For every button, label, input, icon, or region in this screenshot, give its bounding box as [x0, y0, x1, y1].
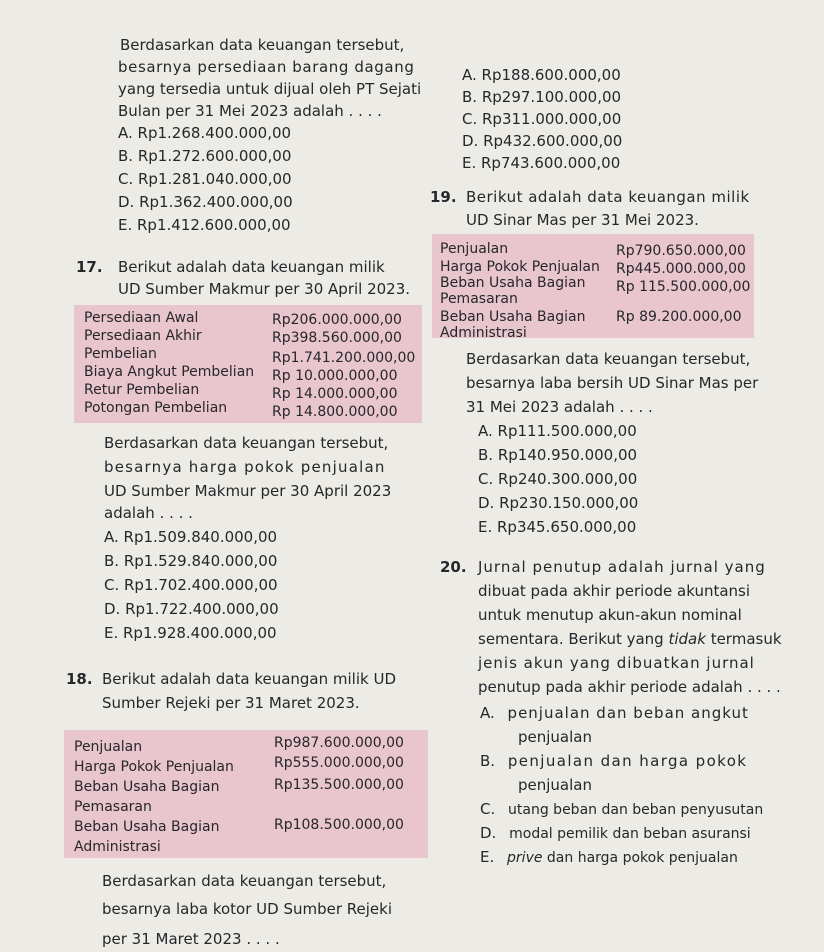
q18-label-4: Beban Usaha Bagian	[74, 819, 220, 835]
q19-value-0: Rp790.650.000,00	[616, 243, 746, 259]
q19-label-2: Beban Usaha Bagian	[440, 275, 586, 291]
q19-data-table	[432, 234, 754, 341]
q19-option-b[interactable]: B. Rp140.950.000,00	[478, 446, 638, 464]
q19-option-d[interactable]: D. Rp230.150.000,00	[478, 494, 639, 512]
q17-label-4: Retur Pembelian	[84, 382, 200, 398]
q18-question-line-3: per 31 Maret 2023 . . . .	[102, 930, 280, 948]
q17-option-e[interactable]: E. Rp1.928.400.000,00	[104, 624, 277, 642]
q18-value-0: Rp987.600.000,00	[274, 735, 404, 751]
q20-line-tidak-pre: sementara. Berikut yang	[478, 630, 669, 648]
q16r-option-d[interactable]: D. Rp432.600.000,00	[462, 132, 623, 150]
q18-number: 18.	[66, 670, 93, 688]
q20-line-5: penutup pada akhir periode adalah . . . .	[478, 678, 781, 696]
q17-value-4: Rp 14.000.000,00	[272, 386, 398, 402]
q19-value-1: Rp445.000.000,00	[616, 261, 746, 277]
q16-option-e[interactable]: E. Rp1.412.600.000,00	[118, 216, 291, 234]
q19-label-4: Beban Usaha Bagian	[440, 309, 586, 325]
q19-value-4: Rp 89.200.000,00	[616, 309, 742, 325]
q20-option-a-letter: A.	[480, 704, 495, 722]
q19-question-line-2: besarnya laba bersih UD Sinar Mas per	[466, 374, 759, 392]
q20-option-e[interactable]	[480, 850, 738, 865]
q18-label-1: Harga Pokok Penjualan	[74, 759, 234, 775]
q19-value-2: Rp 115.500.000,00	[616, 279, 751, 295]
q20-line-tidak	[478, 632, 782, 647]
q16-option-c[interactable]: C. Rp1.281.040.000,00	[118, 170, 292, 188]
q17-title-line-1: Berikut adalah data keuangan milik	[118, 258, 385, 276]
q17-value-3: Rp 10.000.000,00	[272, 368, 398, 384]
q17-question-line-4: adalah . . . .	[104, 504, 193, 522]
q20-line-3: untuk menutup akun-akun nominal	[478, 606, 742, 624]
q20-option-b-cont[interactable]: penjualan	[518, 776, 592, 794]
q18-question-line-2: besarnya laba kotor UD Sumber Rejeki	[102, 900, 393, 918]
q19-label-3: Pemasaran	[440, 291, 518, 307]
q19-question-line-1: Berdasarkan data keuangan tersebut,	[466, 350, 751, 368]
q17-value-5: Rp 14.800.000,00	[272, 404, 398, 420]
q20-option-c-letter: C.	[480, 800, 496, 818]
q20-line-tidak-italic: tidak	[668, 630, 706, 648]
q20-option-a[interactable]	[480, 706, 749, 721]
q20-option-c-line-1: utang beban dan beban penyusutan	[508, 802, 764, 818]
q18-label-3: Pemasaran	[74, 799, 152, 815]
q17-label-0: Persediaan Awal	[84, 310, 199, 326]
q20-line-2: dibuat pada akhir periode akuntansi	[478, 582, 751, 600]
q16-intro-line-3: yang tersedia untuk dijual oleh PT Sejati	[118, 80, 422, 98]
q18-value-2: Rp135.500.000,00	[274, 777, 404, 793]
q18-title-line-2: Sumber Rejeki per 31 Maret 2023.	[102, 694, 360, 712]
q16-intro-line-4: Bulan per 31 Mei 2023 adalah . . . .	[118, 102, 382, 120]
q16r-option-e[interactable]: E. Rp743.600.000,00	[462, 154, 621, 172]
q19-title-line-1: Berikut adalah data keuangan milik	[466, 188, 750, 206]
q18-label-5: Administrasi	[74, 839, 161, 855]
q18-value-4: Rp108.500.000,00	[274, 817, 404, 833]
q18-title-line-1: Berikut adalah data keuangan milik UD	[102, 670, 397, 688]
q16r-option-a[interactable]: A. Rp188.600.000,00	[462, 66, 621, 84]
q16-option-d[interactable]: D. Rp1.362.400.000,00	[118, 193, 293, 211]
q19-number: 19.	[430, 188, 457, 206]
q18-label-2: Beban Usaha Bagian	[74, 779, 220, 795]
q20-option-e-post: dan harga pokok penjualan	[542, 850, 738, 866]
q16r-option-b[interactable]: B. Rp297.100.000,00	[462, 88, 622, 106]
q16-option-b[interactable]: B. Rp1.272.600.000,00	[118, 147, 292, 165]
q20-line-tidak-post: termasuk	[705, 630, 782, 648]
q20-line-1: Jurnal penutup adalah jurnal yang	[478, 558, 766, 576]
q17-number: 17.	[76, 258, 103, 276]
q19-label-0: Penjualan	[440, 241, 509, 257]
q17-label-5: Potongan Pembelian	[84, 400, 228, 416]
q16-intro-line-1: Berdasarkan data keuangan tersebut,	[120, 36, 405, 54]
q20-option-e-text	[507, 850, 738, 866]
q16-option-a[interactable]: A. Rp1.268.400.000,00	[118, 124, 292, 142]
q17-option-c[interactable]: C. Rp1.702.400.000,00	[104, 576, 278, 594]
q17-title-line-2: UD Sumber Makmur per 30 April 2023.	[118, 280, 411, 298]
q16r-option-c[interactable]: C. Rp311.000.000,00	[462, 110, 622, 128]
q20-option-a-cont[interactable]: penjualan	[518, 728, 592, 746]
q17-question-line-1: Berdasarkan data keuangan tersebut,	[104, 434, 389, 452]
q20-option-d[interactable]	[480, 826, 751, 841]
q20-option-b-line-1: penjualan dan harga pokok	[507, 752, 748, 770]
q20-option-d-line-1: modal pemilik dan beban asuransi	[509, 826, 751, 842]
q17-question-line-2: besarnya harga pokok penjualan	[104, 458, 386, 476]
q20-option-e-letter: E.	[480, 848, 495, 866]
q17-option-a[interactable]: A. Rp1.509.840.000,00	[104, 528, 278, 546]
q18-label-0: Penjualan	[74, 739, 143, 755]
q20-number: 20.	[440, 558, 467, 576]
q20-option-e-italic: prive	[507, 850, 543, 866]
q17-value-0: Rp206.000.000,00	[272, 312, 402, 328]
q19-option-e[interactable]: E. Rp345.650.000,00	[478, 518, 637, 536]
q19-question-line-3: 31 Mei 2023 adalah . . . .	[466, 398, 653, 416]
q17-option-d[interactable]: D. Rp1.722.400.000,00	[104, 600, 279, 618]
q19-option-c[interactable]: C. Rp240.300.000,00	[478, 470, 638, 488]
q17-label-2: Pembelian	[84, 346, 157, 362]
q20-option-c[interactable]	[480, 802, 763, 817]
q17-label-1: Persediaan Akhir	[84, 328, 202, 344]
q19-label-5: Administrasi	[440, 325, 527, 341]
q18-value-1: Rp555.000.000,00	[274, 755, 404, 771]
q17-data-table	[74, 305, 422, 423]
q17-value-2: Rp1.741.200.000,00	[272, 350, 416, 366]
q20-option-d-letter: D.	[480, 824, 497, 842]
q17-label-3: Biaya Angkut Pembelian	[84, 364, 255, 380]
q19-title-line-2: UD Sinar Mas per 31 Mei 2023.	[466, 211, 699, 229]
q20-line-4: jenis akun yang dibuatkan jurnal	[478, 654, 755, 672]
q17-value-1: Rp398.560.000,00	[272, 330, 402, 346]
q17-question-line-3: UD Sumber Makmur per 30 April 2023	[104, 482, 392, 500]
q16-intro-line-2: besarnya persediaan barang dagang	[118, 58, 415, 76]
q19-option-a[interactable]: A. Rp111.500.000,00	[478, 422, 637, 440]
q20-option-b[interactable]	[480, 754, 747, 769]
q19-label-1: Harga Pokok Penjualan	[440, 259, 600, 275]
q20-option-b-letter: B.	[480, 752, 496, 770]
q18-question-line-1: Berdasarkan data keuangan tersebut,	[102, 872, 387, 890]
q20-option-a-line-1: penjualan dan beban angkut	[507, 704, 749, 722]
q17-option-b[interactable]: B. Rp1.529.840.000,00	[104, 552, 278, 570]
q18-data-table	[64, 730, 428, 858]
